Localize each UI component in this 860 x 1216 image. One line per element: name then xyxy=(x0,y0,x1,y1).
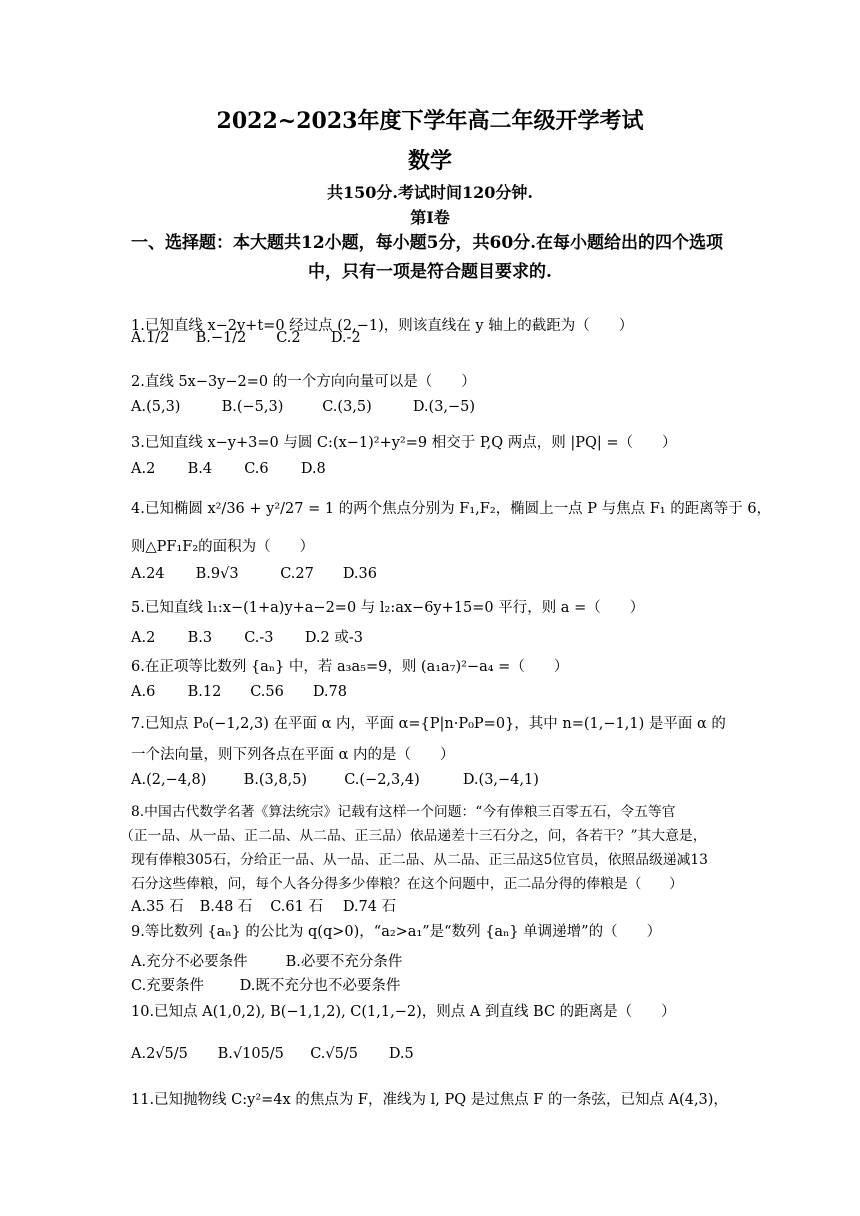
q3-opt-c: C.6 xyxy=(244,461,269,477)
q9-options-row1 xyxy=(131,950,751,971)
q9-opt-b: B.必要不充分条件 xyxy=(285,954,403,970)
q2-opt-d: D.(3,−5) xyxy=(412,399,476,415)
q8-line2: （正一品、从一品、正二品、从二品、正三品）依品递差十三石分之，问，各若干？”其大意是， xyxy=(120,828,707,844)
q10-stem: 10.已知点 A(1,0,2), B(−1,1,2), C(1,1,−2)，则点 A 到直线 BC 的距离是（ ） xyxy=(131,1004,676,1020)
q2-options xyxy=(131,399,751,415)
q3-options xyxy=(131,461,751,477)
q8-line3: 现有俸粮305石，分给正一品、从一品、正二品、从二品、正三品这5位官员，依照品级递减13 xyxy=(131,852,708,868)
q10-opt-d: D.5 xyxy=(388,1046,414,1062)
q10-opt-a: A.2√5/5 xyxy=(131,1046,188,1062)
q4-options xyxy=(131,566,751,582)
exam-info: 共150分.考试时间120分钟. xyxy=(327,183,533,202)
q3-opt-d: D.8 xyxy=(300,461,326,477)
q2-opt-c: C.(3,5) xyxy=(322,399,372,415)
q9-stem: 9.等比数列 {aₙ} 的公比为 q(q>0)，“a₂>a₁”是“数列 {aₙ} 单调递增”的（ ） xyxy=(131,924,662,940)
volume-label: 第I卷 xyxy=(410,208,450,227)
q7-opt-b: B.(3,8,5) xyxy=(243,772,308,788)
q5-opt-c: C.-3 xyxy=(244,630,274,646)
q5-stem: 5.已知直线 l₁:x−(1+a)y+a−2=0 与 l₂:ax−6y+15=0 平行，则 a =（ ） xyxy=(131,600,645,616)
exam-title: 2022~2023年度下学年高二年级开学考试 xyxy=(216,108,644,134)
q9-opt-d: D.既不充分也不必要条件 xyxy=(239,978,401,994)
q8-line4: 石分这些俸粮，问，每个人各分得多少俸粮？在这个问题中，正二品分得的俸粮是（ ） xyxy=(131,876,683,892)
subject-title: 数学 xyxy=(407,148,452,174)
q10-opt-b: B.√105/5 xyxy=(217,1046,284,1062)
q7-stem-line2: 一个法向量，则下列各点在平面 α 内的是（ ） xyxy=(131,747,455,763)
q9-options-row2 xyxy=(131,974,751,995)
q8-line1: 8.中国古代数学名著《算法统宗》记载有这样一个问题：“今有俸粮三百零五石，令五等官 xyxy=(131,804,676,820)
q9-opt-a: A.充分不必要条件 xyxy=(131,954,248,970)
q6-opt-b: B.12 xyxy=(187,684,222,700)
section-heading-line1: 一、选择题：本大题共12小题，每小题5分，共60分.在每小题给出的四个选项 xyxy=(131,233,724,253)
q10-options xyxy=(131,1046,751,1062)
q5-opt-d: D.2 或-3 xyxy=(304,630,364,646)
q3-opt-a: A.2 xyxy=(131,461,156,477)
q1-options xyxy=(131,326,751,346)
q8-opt-b: B.48 石 xyxy=(199,899,253,915)
section-heading-line2: 中，只有一项是符合题目要求的. xyxy=(308,262,552,282)
q2-opt-a: A.(5,3) xyxy=(131,399,181,415)
q4-stem-line2: 则△PF₁F₂的面积为（ ） xyxy=(131,539,315,555)
q11-stem: 11.已知抛物线 C:y²=4x 的焦点为 F，准线为 l, PQ 是过焦点 F 的一条弦，已知点 A(4,3)， xyxy=(131,1092,728,1108)
q6-opt-c: C.56 xyxy=(250,684,284,700)
q2-stem: 2.直线 5x−3y−2=0 的一个方向向量可以是（ ） xyxy=(131,374,476,390)
q10-opt-c: C.√5/5 xyxy=(310,1046,358,1062)
q8-opt-c: C.61 石 xyxy=(270,899,323,915)
q5-opt-b: B.3 xyxy=(187,630,213,646)
q7-opt-d: D.(3,−4,1) xyxy=(462,772,539,788)
q7-stem-line1: 7.已知点 P₀(−1,2,3) 在平面 α 内，平面 α={P|n·P₀P=0}，其中 n=(1,−1,1) 是平面 α 的 xyxy=(131,716,726,732)
q6-stem: 6.在正项等比数列 {aₙ} 中，若 a₃a₅=9，则 (a₁a₇)²−a₄ =（ ） xyxy=(131,659,569,675)
q7-options xyxy=(131,772,751,788)
q6-opt-a: A.6 xyxy=(131,684,156,700)
q9-opt-c: C.充要条件 xyxy=(131,978,205,994)
q6-options xyxy=(131,684,751,700)
q4-opt-c: C.27 xyxy=(280,566,314,582)
q5-options xyxy=(131,626,751,647)
q4-opt-b: B.9√3 xyxy=(195,566,239,582)
q4-opt-d: D.36 xyxy=(342,566,377,582)
q1-opt-c: C.2 xyxy=(276,330,301,346)
q2-opt-b: B.(−5,3) xyxy=(221,399,284,415)
q1-opt-b: B.−1/2 xyxy=(195,330,247,346)
q1-opt-d: D.-2 xyxy=(330,330,361,346)
q7-opt-c: C.(−2,3,4) xyxy=(344,772,420,788)
q1-stem: 1.已知直线 x−2y+t=0 经过点 (2,−1)，则该直线在 y 轴上的截距为（ ） xyxy=(131,318,634,334)
q8-options xyxy=(131,895,751,916)
q6-opt-d: D.78 xyxy=(312,684,347,700)
q3-stem: 3.已知直线 x−y+3=0 与圆 C:(x−1)²+y²=9 相交于 P,Q 两点，则 |PQ| =（ ） xyxy=(131,435,677,451)
q5-opt-a: A.2 xyxy=(131,630,156,646)
q1-opt-a: A.1/2 xyxy=(131,330,170,346)
q3-opt-b: B.4 xyxy=(187,461,213,477)
q7-opt-a: A.(2,−4,8) xyxy=(131,772,207,788)
q4-stem-line1: 4.已知椭圆 x²/36 + y²/27 = 1 的两个焦点分别为 F₁,F₂，椭圆上一点 P 与焦点 F₁ 的距离等于 6， xyxy=(131,501,772,517)
q8-opt-a: A.35 石 xyxy=(131,899,184,915)
q4-opt-a: A.24 xyxy=(131,566,165,582)
q8-opt-d: D.74 石 xyxy=(342,899,397,915)
